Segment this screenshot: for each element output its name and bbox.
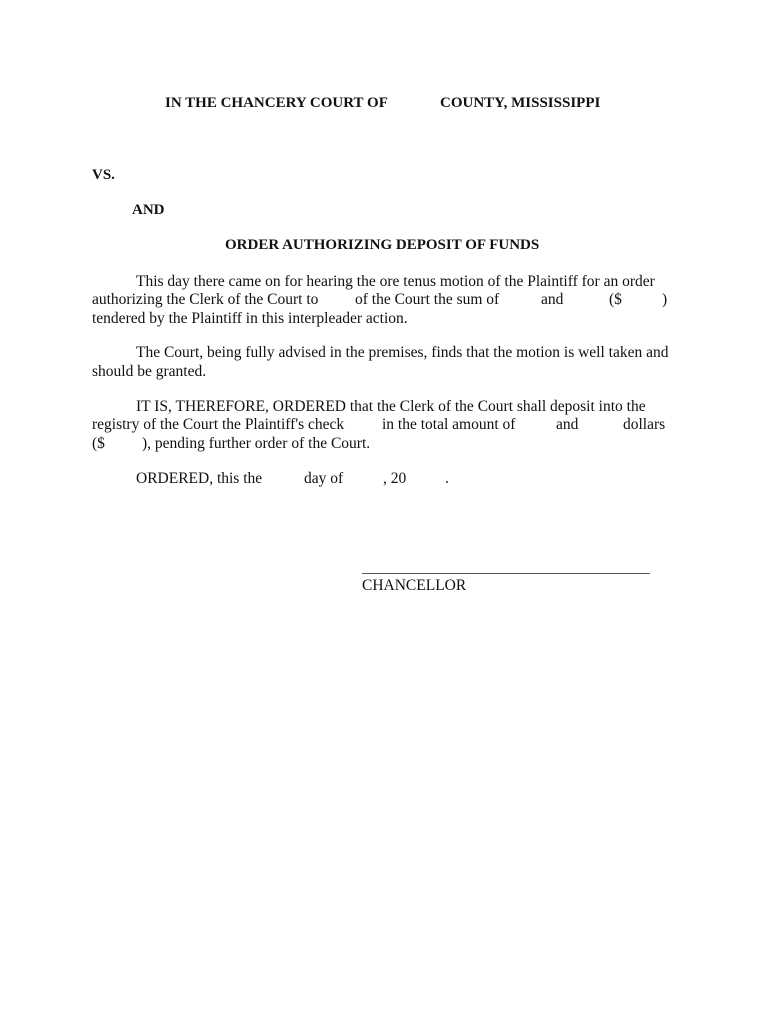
signature-line xyxy=(362,573,650,574)
ordered-line-d: . xyxy=(445,470,449,487)
paragraph1-line3: tendered by the Plaintiff in this interpleader action. xyxy=(92,310,408,327)
paragraph3-line2-c: and xyxy=(556,416,579,433)
ordered-line-a: ORDERED, this the xyxy=(136,470,263,487)
paragraph3-line1: IT IS, THEREFORE, ORDERED that the Clerk of the Court shall deposit into the xyxy=(136,398,646,415)
paragraph1-line1: This day there came on for hearing the ore tenus motion of the Plaintiff for an order xyxy=(136,273,655,290)
chancellor-label: CHANCELLOR xyxy=(362,577,467,594)
paragraph3-line2-b: in the total amount of xyxy=(382,416,516,433)
paragraph1-line2-a: authorizing the Clerk of the Court to xyxy=(92,291,319,308)
ordered-line-b: day of xyxy=(304,470,344,487)
document-title: ORDER AUTHORIZING DEPOSIT OF FUNDS xyxy=(225,237,540,253)
paragraph1-line2-d: ($ xyxy=(609,291,622,308)
paragraph2-line1: The Court, being fully advised in the premises, finds that the motion is well taken and xyxy=(136,344,669,361)
versus-label: VS. xyxy=(92,167,115,183)
paragraph1-line2-c: and xyxy=(541,291,564,308)
paragraph1-line2-b: of the Court the sum of xyxy=(355,291,500,308)
and-label: AND xyxy=(132,202,165,218)
ordered-line-c: , 20 xyxy=(383,470,407,487)
paragraph3-line2-d: dollars xyxy=(623,416,666,433)
paragraph3-line3-a: ($ xyxy=(92,435,105,452)
paragraph1-line2-e: ) xyxy=(662,291,668,308)
paragraph3-line3-b: ), pending further order of the Court. xyxy=(142,435,371,452)
paragraph3-line2-a: registry of the Court the Plaintiff's check xyxy=(92,416,345,433)
court-header-suffix: COUNTY, MISSISSIPPI xyxy=(440,95,601,111)
paragraph2-line2: should be granted. xyxy=(92,363,207,380)
court-header-prefix: IN THE CHANCERY COURT OF xyxy=(165,95,388,111)
